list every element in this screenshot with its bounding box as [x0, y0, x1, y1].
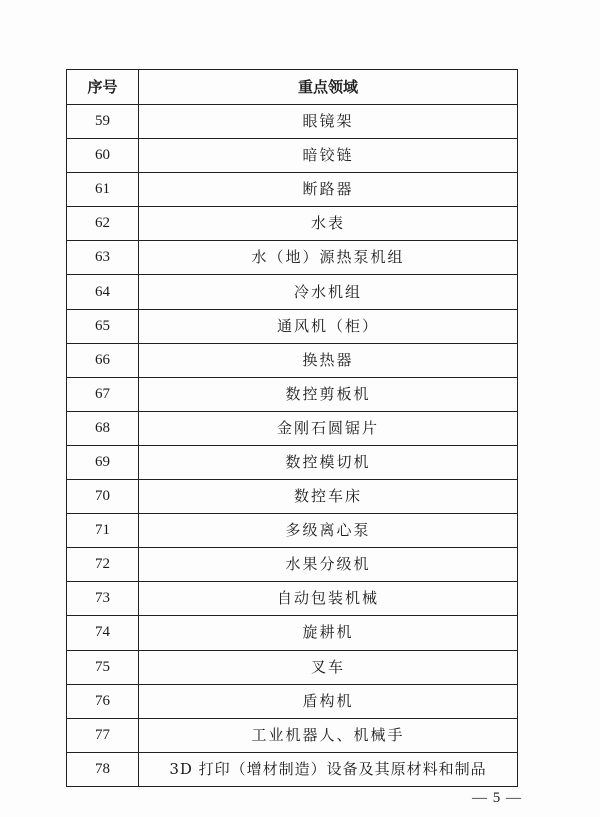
table-row [67, 684, 518, 718]
row-field: 水表 [139, 207, 518, 241]
row-number: 71 [67, 514, 139, 548]
table-row [67, 445, 518, 479]
row-number: 65 [67, 309, 139, 343]
table-row [67, 377, 518, 411]
row-number: 76 [67, 684, 139, 718]
row-field: 工业机器人、机械手 [139, 718, 518, 752]
table-row [67, 480, 518, 514]
table-row [67, 752, 518, 786]
row-number: 66 [67, 343, 139, 377]
row-field: 旋耕机 [139, 616, 518, 650]
row-number: 73 [67, 582, 139, 616]
row-field: 3D 打印（增材制造）设备及其原材料和制品 [139, 752, 518, 786]
table-row [67, 582, 518, 616]
row-field: 盾构机 [139, 684, 518, 718]
page-number: — 5 — [472, 790, 522, 806]
key-fields-table [66, 69, 518, 787]
row-field: 换热器 [139, 343, 518, 377]
row-field: 数控模切机 [139, 445, 518, 479]
row-field: 水果分级机 [139, 548, 518, 582]
table-row [67, 207, 518, 241]
table-row [67, 718, 518, 752]
row-number: 72 [67, 548, 139, 582]
row-number: 64 [67, 275, 139, 309]
table-header-row [67, 70, 518, 105]
row-number: 69 [67, 445, 139, 479]
table-row [67, 139, 518, 173]
row-number: 60 [67, 139, 139, 173]
row-number: 77 [67, 718, 139, 752]
row-field: 叉车 [139, 650, 518, 684]
table-row [67, 173, 518, 207]
table-row [67, 105, 518, 139]
row-number: 74 [67, 616, 139, 650]
table-row [67, 548, 518, 582]
row-number: 67 [67, 377, 139, 411]
table-row [67, 411, 518, 445]
row-field: 多级离心泵 [139, 514, 518, 548]
row-field: 数控车床 [139, 480, 518, 514]
table-row [67, 514, 518, 548]
row-field: 自动包装机械 [139, 582, 518, 616]
row-field: 眼镜架 [139, 105, 518, 139]
column-header-number: 序号 [67, 70, 139, 105]
table-row [67, 309, 518, 343]
row-number: 59 [67, 105, 139, 139]
table-body [67, 105, 518, 787]
column-header-field: 重点领域 [139, 70, 518, 105]
row-number: 63 [67, 241, 139, 275]
row-field: 冷水机组 [139, 275, 518, 309]
row-field: 数控剪板机 [139, 377, 518, 411]
row-field: 通风机（柜） [139, 309, 518, 343]
row-number: 70 [67, 480, 139, 514]
row-number: 61 [67, 173, 139, 207]
row-field: 水（地）源热泵机组 [139, 241, 518, 275]
row-field: 暗铰链 [139, 139, 518, 173]
row-number: 78 [67, 752, 139, 786]
row-field: 断路器 [139, 173, 518, 207]
table-row [67, 650, 518, 684]
table-row [67, 275, 518, 309]
row-field: 金刚石圆锯片 [139, 411, 518, 445]
row-number: 62 [67, 207, 139, 241]
table-row [67, 241, 518, 275]
table-row [67, 343, 518, 377]
row-number: 68 [67, 411, 139, 445]
table-row [67, 616, 518, 650]
row-number: 75 [67, 650, 139, 684]
